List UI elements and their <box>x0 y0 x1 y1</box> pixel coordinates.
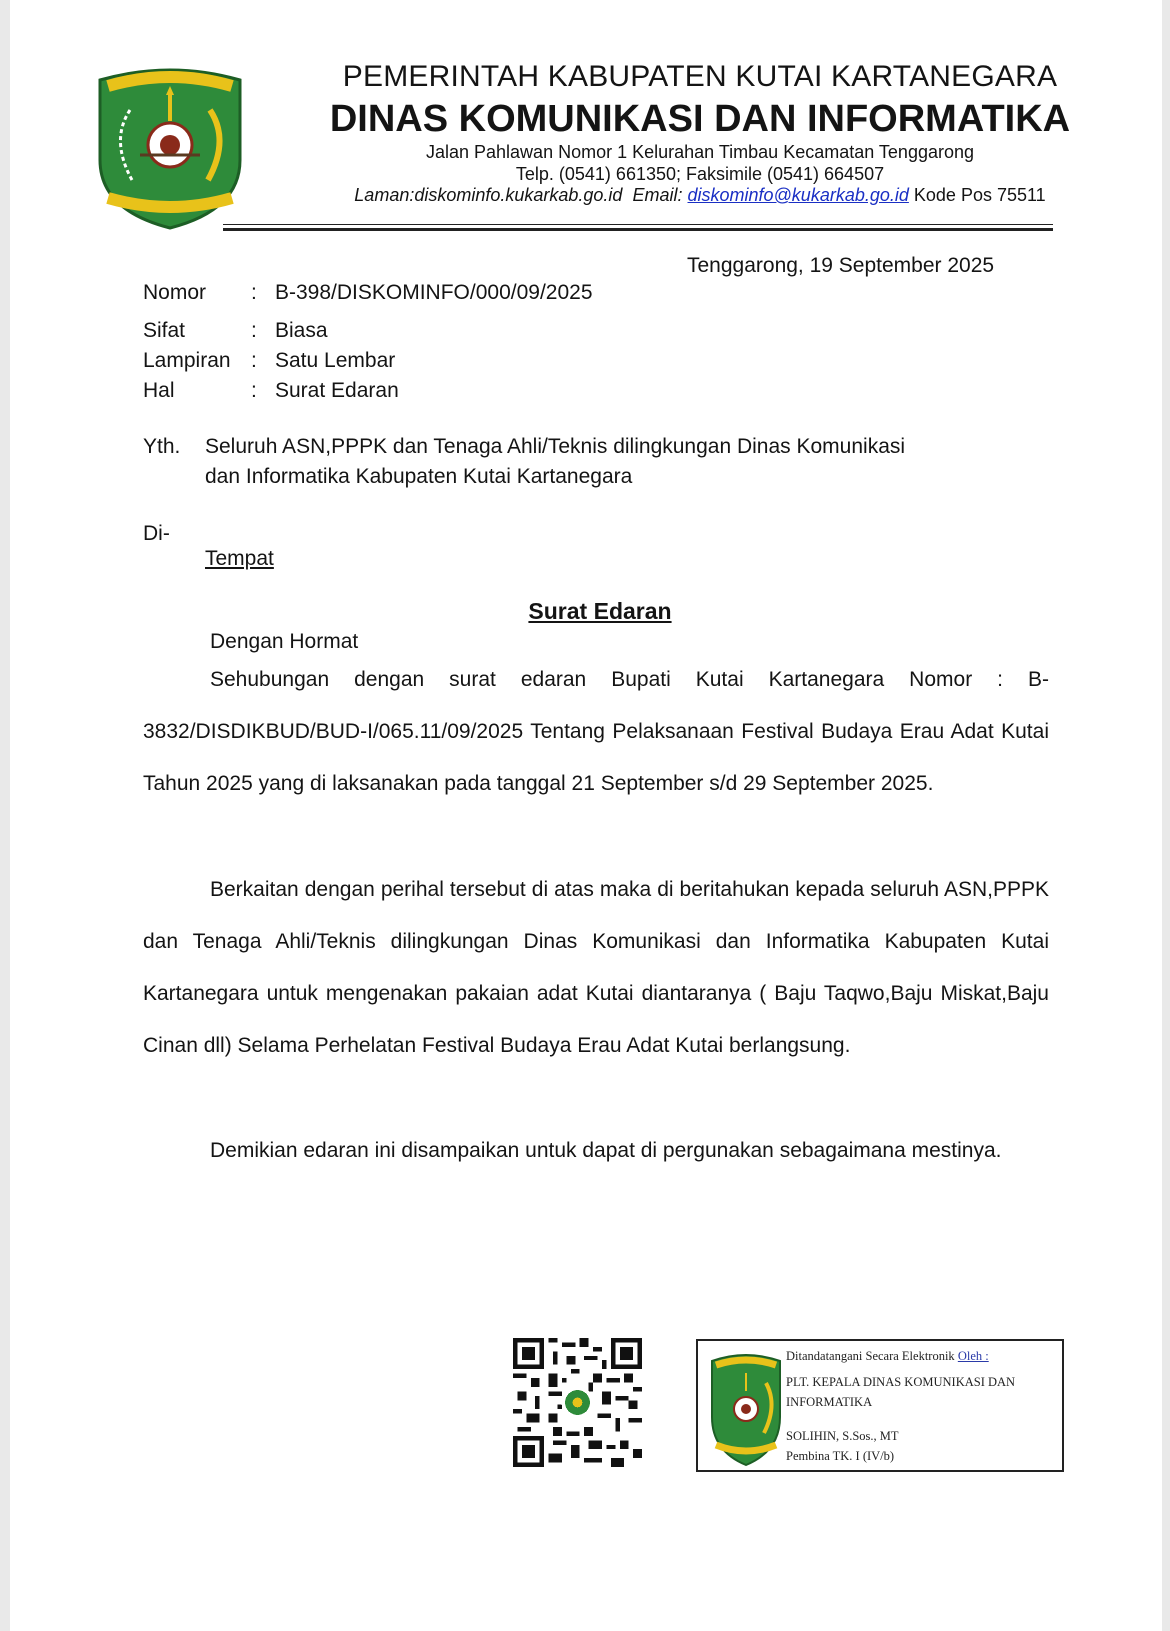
letterhead-agency-name: DINAS KOMUNIKASI DAN INFORMATIKA <box>329 98 1071 140</box>
body-paragraph-2 <box>143 864 1049 1072</box>
salutation: Dengan Hormat <box>210 630 359 653</box>
meta-label: Sifat <box>143 319 186 342</box>
kutai-kartanegara-emblem-small-logo <box>706 1347 786 1467</box>
website-label: Laman:diskominfo.kukarkab.go.id <box>354 185 623 205</box>
signature-header <box>786 1349 989 1364</box>
electronic-signature-box <box>696 1339 1064 1472</box>
meta-label: Hal <box>143 379 175 402</box>
letter-page <box>10 0 1162 1631</box>
signature-position-line1: PLT. KEPALA DINAS KOMUNIKASI DAN <box>786 1375 1016 1389</box>
letterhead-contact <box>10 185 1140 206</box>
meta-label: Nomor <box>143 281 207 304</box>
email-link[interactable]: diskominfo@kukarkab.go.id <box>687 185 909 205</box>
qr-code <box>513 1338 642 1467</box>
letterhead-divider-thin <box>223 224 1053 225</box>
signature-header-oleh: Oleh : <box>957 1349 989 1363</box>
paragraph-text: Sehubungan dengan surat edaran Bupati Kutai Kartanegara Nomor : B-3832/DISDIKBUD/BUD-I/065.11/09/2025 Tentang Pelaksanaan Festival Budaya Erau Adat Kutai Tahun 2025 yang di laksanakan pada tanggal 21 September s/d 29 September 2025. <box>143 668 1049 795</box>
meta-colon: : <box>251 319 257 342</box>
tempat-label: Tempat <box>205 547 274 570</box>
recipient-text <box>205 432 985 492</box>
body-paragraph-1 <box>143 654 1049 810</box>
meta-value: Biasa <box>275 319 328 342</box>
body-paragraph-3 <box>143 1125 1049 1177</box>
meta-colon: : <box>251 379 257 402</box>
signature-name: SOLIHIN, S.Sos., MT <box>786 1429 899 1443</box>
meta-colon: : <box>251 281 257 304</box>
recipient-label: Yth. <box>143 435 181 458</box>
signature-header-text: Ditandatangani Secara Elektronik <box>786 1349 955 1363</box>
letter-date: Tenggarong, 19 September 2025 <box>687 254 995 277</box>
meta-value: Satu Lembar <box>275 349 396 372</box>
recipient-line2: dan Informatika Kabupaten Kutai Kartanegara <box>205 465 633 488</box>
meta-value: B-398/DISKOMINFO/000/09/2025 <box>275 281 593 304</box>
letterhead-divider-thick <box>223 228 1053 231</box>
letterhead-phone: Telp. (0541) 661350; Faksimile (0541) 664507 <box>515 164 885 184</box>
di-label: Di- <box>143 522 170 545</box>
paragraph-text: Demikian edaran ini disampaikan untuk dapat di pergunakan sebagaimana mestinya. <box>210 1139 1002 1162</box>
recipient-line1: Seluruh ASN,PPPK dan Tenaga Ahli/Teknis dilingkungan Dinas Komunikasi <box>205 435 906 458</box>
postcode: Kode Pos 75511 <box>913 185 1046 205</box>
meta-colon: : <box>251 349 257 372</box>
letterhead-government-name: PEMERINTAH KABUPATEN KUTAI KARTANEGARA <box>342 60 1058 93</box>
letter-title: Surat Edaran <box>528 598 672 624</box>
email-label: Email: <box>632 185 683 205</box>
paragraph-text: Berkaitan dengan perihal tersebut di atas maka di beritahukan kepada seluruh ASN,PPPK dan Tenaga Ahli/Teknis dilingkungan Dinas Komunikasi dan Informatika Kabupaten Kutai Kartanegara untuk mengenakan pakaian adat Kutai diantaranya ( Baju Taqwo,Baju Miskat,Baju Cinan dll) Selama Perhelatan Festival Budaya Erau Adat Kutai berlangsung. <box>143 878 1049 1057</box>
signature-rank: Pembina TK. I (IV/b) <box>786 1449 895 1463</box>
meta-value: Surat Edaran <box>275 379 399 402</box>
letterhead-address: Jalan Pahlawan Nomor 1 Kelurahan Timbau Kecamatan Tenggarong <box>425 142 974 162</box>
meta-label: Lampiran <box>143 349 231 372</box>
signature-position-line2: INFORMATIKA <box>786 1395 873 1409</box>
